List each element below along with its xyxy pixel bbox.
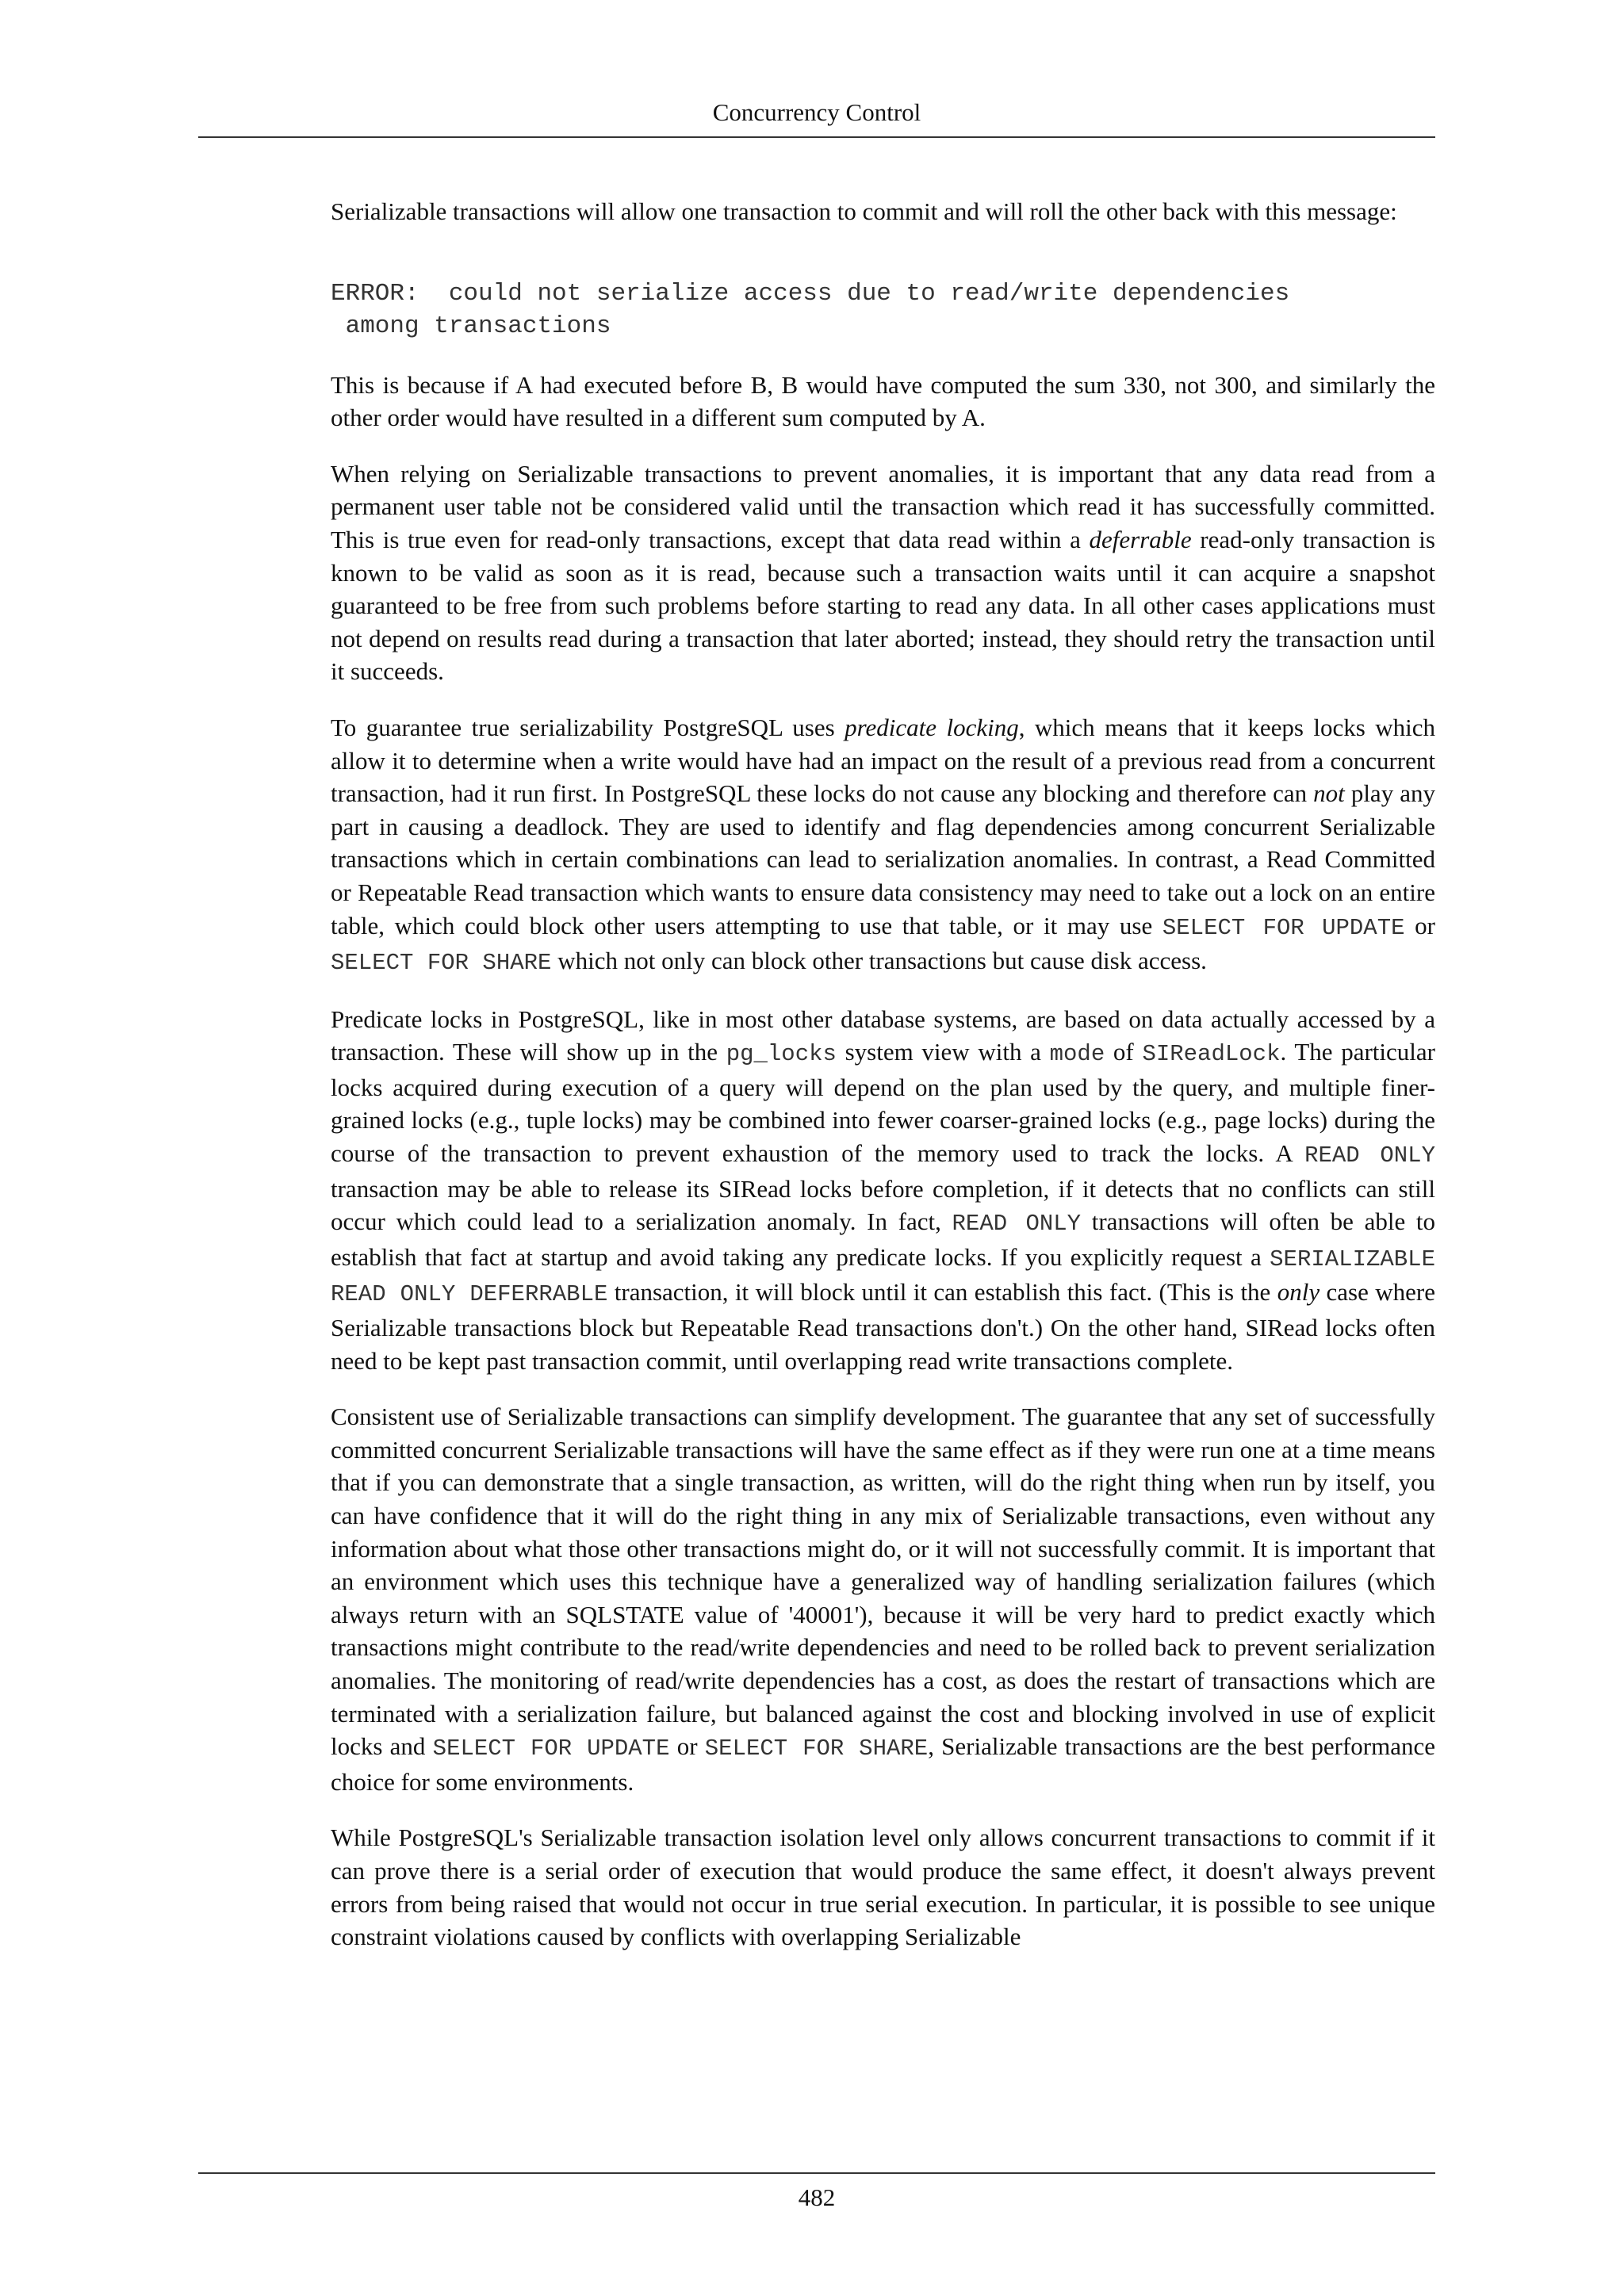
code-select-for-share: SELECT FOR SHARE — [331, 950, 552, 977]
text-span: . The particular locks acquired during execution of a query will depend on the plan used by the query, and multiple finer-grained locks (e.g., tuple locks) may be combined into fewer coarser-grained locks (e.g., page locks) during the course of the transaction to prevent exhaustion of the memory used to track the locks. A — [331, 1038, 1435, 1168]
text-span: or — [669, 1732, 705, 1761]
paragraph-sum-explanation: This is because if A had executed before B, B would have computed the sum 330, not 300, and similarly the other order would have resulted in a different sum computed by A. — [331, 370, 1435, 432]
code-select-for-update: SELECT FOR UPDATE — [432, 1735, 670, 1762]
text-span: transactions will often be able to establish that fact at startup and avoid taking any predicate locks. If you explicitly request a — [331, 1207, 1435, 1271]
paragraph-read-validity — [331, 457, 1435, 688]
emphasis-predicate-locking: predicate locking — [845, 713, 1019, 741]
running-header: Concurrency Control — [712, 98, 921, 126]
text-span: of — [1105, 1038, 1143, 1066]
code-serializable-read-only-deferrable: SERIALIZABLE READ ONLY DEFERRABLE — [331, 1246, 1435, 1308]
code-select-for-share: SELECT FOR SHARE — [704, 1735, 929, 1762]
text-span: or — [1404, 911, 1435, 939]
header-rule — [198, 136, 1435, 138]
footer-rule — [198, 2172, 1435, 2174]
paragraph-errors-not-prevented: While PostgreSQL's Serializable transaction isolation level only allows concurrent transactions to commit if it can prove there is a serial order of execution that would produce the same effect, it doesn't always prevent errors from being raised that would not occur in true serial execution. In particular, it is possible to see unique constraint violations caused by conflicts with overlapping Serializable — [331, 1823, 1435, 1951]
page-number: 482 — [798, 2183, 836, 2211]
text-span: transaction, it will block until it can establish this fact. (This is the — [607, 1278, 1277, 1307]
code-read-only: READ ONLY — [1304, 1142, 1435, 1169]
paragraph-consistent-use — [331, 1400, 1435, 1798]
code-sireadlock: SIReadLock — [1142, 1041, 1281, 1068]
text-span: read-only transaction is known to be valid as soon as it is read, because such a transaction waits until it can acquire a snapshot guaranteed to be free from such problems before starting to read any data. In all other cases applications must not depend on results read during a transaction that later aborted; instead, they should retry the transaction until it succeeds. — [331, 525, 1435, 686]
text-span: When relying on Serializable transactions to prevent anomalies, it is important that any data read from a permanent user table not be considered valid until the transaction which read it has successfully committed. This is true even for read-only transactions, except that data read within a — [331, 459, 1435, 553]
text-span: play any part in causing a deadlock. They are used to identify and flag dependencies among concurrent Serializable transactions which in certain combinations can lead to serialization anomalies. In contrast, a Read Committed or Repeatable Read transaction which wants to ensure data consistency may need to take out a lock on an entire table, which could block other users attempting to use that table, or it may use — [331, 779, 1435, 939]
text-span: transaction may be able to release its SIRead locks before completion, if it detects that no conflicts can still occur which could lead to a serialization anomaly. In fact, — [331, 1174, 1435, 1236]
text-span: Consistent use of Serializable transactions can simplify development. The guarantee that any set of successfully committed concurrent Serializable transactions will have the same effect as if they were run one at a time means that if you can demonstrate that a single transaction, as written, will do the right thing when run by itself, you can have confidence that it will do the right thing in any mix of Serializable transactions, even without any information about what those other transactions might do, or it will not successfully commit. It is important that an environment which uses this technique have a generalized way of handling serialization failures (which always return with an SQLSTATE value of '40001'), because it will be very hard to predict exactly which transactions might contribute to the read/write dependencies and need to be rolled back to prevent serialization anomalies. The monitoring of read/write dependencies has a cost, as does the restart of transactions which are terminated with a serialization failure, but balanced against the cost and blocking involved in use of explicit locks and — [331, 1402, 1435, 1761]
emphasis-not: not — [1313, 779, 1345, 808]
error-message-code-block: ERROR: could not serialize access due to read/write dependencies among transactions — [331, 279, 1290, 340]
code-select-for-update: SELECT FOR UPDATE — [1162, 914, 1405, 941]
emphasis-deferrable: deferrable — [1089, 525, 1192, 553]
paragraph-predicate-locks-detail — [331, 1003, 1435, 1378]
code-read-only: READ ONLY — [952, 1211, 1082, 1238]
text-span: Predicate locks in PostgreSQL, like in most other database systems, are based on data actually accessed by a transaction. These will show up in the — [331, 1004, 1435, 1066]
emphasis-only: only — [1277, 1278, 1320, 1307]
code-mode: mode — [1049, 1041, 1105, 1068]
page-body — [331, 195, 1435, 1976]
text-span: which not only can block other transactions but cause disk access. — [551, 947, 1207, 975]
text-span: , which means that it keeps locks which allow it to determine when a write would have had an impact on the result of a previous read from a concurrent transaction, had it run first. In PostgreSQL these locks do not cause any blocking and therefore can — [331, 713, 1435, 808]
text-span: case where Serializable transactions block but Repeatable Read transactions don't.) On the other hand, SIRead locks often need to be kept past transaction commit, until overlapping read write transactions complete. — [331, 1278, 1435, 1375]
text-span: system view with a — [836, 1038, 1050, 1066]
text-span: , Serializable transactions are the best performance choice for some environments. — [331, 1732, 1435, 1796]
text-span: To guarantee true serializability PostgreSQL uses — [331, 713, 845, 741]
code-pg-locks: pg_locks — [726, 1041, 837, 1068]
paragraph-predicate-locking — [331, 711, 1435, 980]
paragraph-intro: Serializable transactions will allow one transaction to commit and will roll the other back with this message: — [331, 197, 1397, 225]
